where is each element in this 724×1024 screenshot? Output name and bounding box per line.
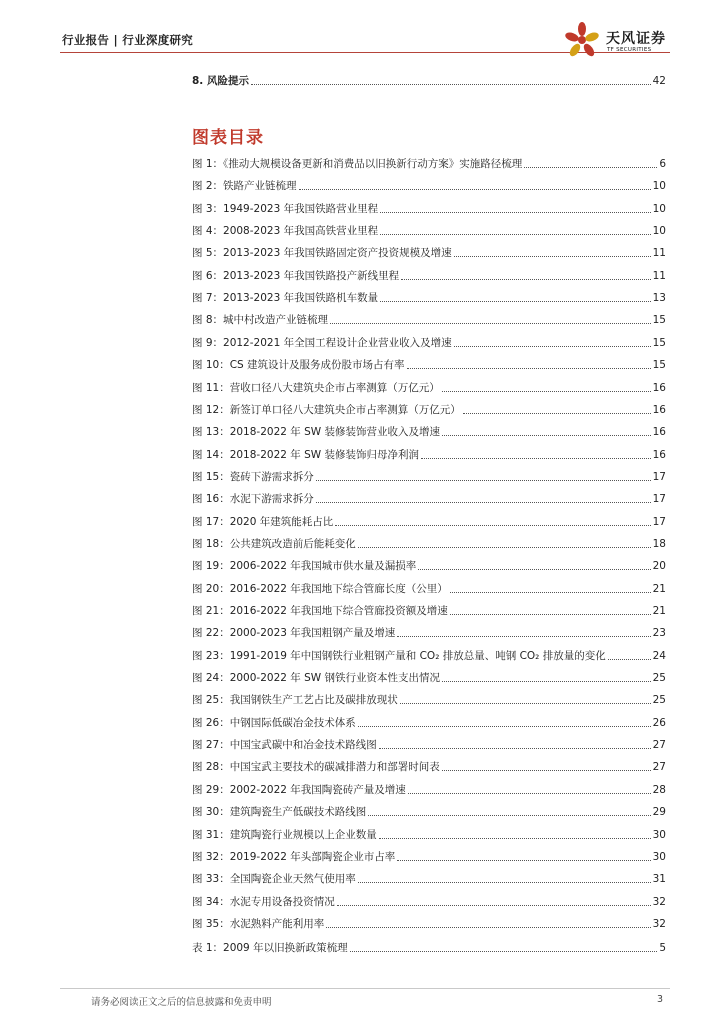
flower-logo-icon [562, 20, 602, 60]
company-logo [562, 20, 674, 60]
toc-leader [330, 323, 651, 324]
toc-entry[interactable] [192, 712, 666, 730]
toc-entry-page: 13 [652, 292, 666, 305]
toc-leader [299, 189, 651, 190]
toc-leader [380, 212, 651, 213]
toc-entry[interactable] [192, 734, 666, 752]
toc-entry[interactable] [192, 220, 666, 238]
toc-entry[interactable] [192, 488, 666, 506]
toc-entry-label: 图 12：新签订单口径八大建筑央企市占率测算（万亿元） [192, 403, 461, 416]
toc-entry-page: 30 [652, 850, 666, 863]
toc-entry-page: 23 [652, 627, 666, 640]
toc-entry-page: 31 [652, 873, 666, 886]
toc-entry-page: 24 [652, 649, 666, 662]
toc-entry-label: 图 28：中国宝武主要技术的碳减排潜力和部署时间表 [192, 761, 440, 774]
toc-leader [397, 636, 650, 637]
toc-entry-page: 20 [652, 560, 666, 573]
toc-leader [335, 525, 650, 526]
toc-entry-label: 8. 风险提示 [192, 75, 249, 87]
toc-leader [418, 569, 650, 570]
toc-entry[interactable] [192, 779, 666, 797]
toc-entry-label: 图 33：全国陶瓷企业天然气使用率 [192, 873, 356, 886]
toc-leader [608, 659, 651, 660]
toc-entry[interactable] [192, 265, 666, 283]
toc-entry-page: 17 [652, 493, 666, 506]
toc-entry-page: 21 [652, 582, 666, 595]
toc-entry-page: 10 [652, 202, 666, 215]
toc-entry-label: 图 24：2000-2022 年 SW 钢铁行业资本性支出情况 [192, 672, 440, 685]
toc-entry-page: 32 [652, 895, 666, 908]
toc-entry[interactable] [192, 913, 666, 931]
toc-leader [350, 951, 658, 952]
toc-entry[interactable] [192, 175, 666, 193]
toc-entry[interactable] [192, 533, 666, 551]
toc-entry-label: 图 20：2016-2022 年我国地下综合管廊长度（公里） [192, 582, 448, 595]
toc-entry-page: 26 [652, 716, 666, 729]
toc-entry[interactable] [192, 689, 666, 707]
toc-entry[interactable] [192, 354, 666, 372]
toc-entry-label: 图 9：2012-2021 年全国工程设计企业营业收入及增速 [192, 336, 452, 349]
toc-entry-page: 27 [652, 761, 666, 774]
toc-entry-page: 11 [652, 247, 666, 260]
toc-leader [326, 927, 650, 928]
toc-entry-label: 图 29：2002-2022 年我国陶瓷砖产量及增速 [192, 783, 406, 796]
toc-entry-label: 图 8：城中村改造产业链梳理 [192, 314, 329, 327]
toc-entry[interactable] [192, 198, 666, 216]
toc-entry-page: 17 [652, 515, 666, 528]
toc-entry[interactable] [192, 622, 666, 640]
toc-leader [379, 748, 651, 749]
toc-entry[interactable] [192, 824, 666, 842]
toc-entry-risk[interactable] [192, 70, 666, 88]
toc-entry-label: 图 15：瓷砖下游需求拆分 [192, 470, 314, 483]
footer-disclaimer: 请务必阅读正文之后的信息披露和免责申明 [91, 997, 272, 1008]
toc-entry-page: 11 [652, 269, 666, 282]
toc-entry-page: 42 [652, 75, 666, 87]
toc-entry-page: 29 [652, 806, 666, 819]
toc-entry[interactable] [192, 309, 666, 327]
toc-leader [358, 726, 651, 727]
toc-entry-label: 图 25：我国钢铁生产工艺占比及碳排放现状 [192, 694, 398, 707]
toc-entry-label: 表 1：2009 年以旧换新政策梳理 [192, 942, 348, 954]
toc-leader [407, 368, 651, 369]
toc-entry-page: 15 [652, 314, 666, 327]
toc-leader [442, 435, 651, 436]
toc-leader [463, 413, 651, 414]
toc-entry-label: 图 14：2018-2022 年 SW 装修装饰归母净利润 [192, 448, 419, 461]
toc-entry[interactable] [192, 466, 666, 484]
toc-entry[interactable] [192, 242, 666, 260]
toc-entry[interactable] [192, 667, 666, 685]
toc-leader [442, 681, 651, 682]
toc-entry-page: 15 [652, 336, 666, 349]
toc-entry[interactable] [192, 756, 666, 774]
toc-entry[interactable] [192, 399, 666, 417]
toc-entry-page: 32 [652, 917, 666, 930]
toc-entry-page: 16 [652, 403, 666, 416]
toc-entry-label: 图 18：公共建筑改造前后能耗变化 [192, 537, 356, 550]
toc-entry-page: 10 [652, 180, 666, 193]
toc-leader [442, 770, 651, 771]
toc-entry-label: 图 6：2013-2023 年我国铁路投产新线里程 [192, 269, 400, 282]
toc-leader [379, 838, 651, 839]
toc-entry[interactable] [192, 421, 666, 439]
toc-leader [358, 882, 651, 883]
toc-entry[interactable] [192, 377, 666, 395]
toc-leader [358, 547, 651, 548]
toc-entry-page: 17 [652, 470, 666, 483]
toc-entry-label: 图 16：水泥下游需求拆分 [192, 493, 314, 506]
toc-leader [251, 84, 651, 85]
toc-leader [380, 301, 651, 302]
toc-entry[interactable] [192, 891, 666, 909]
toc-leader [450, 592, 651, 593]
toc-leader [524, 167, 657, 168]
toc-entry[interactable] [192, 555, 666, 573]
toc-entry-page: 15 [652, 359, 666, 372]
toc-entry[interactable] [192, 846, 666, 864]
toc-leader [400, 703, 651, 704]
toc-entry[interactable] [192, 578, 666, 596]
toc-leader [450, 614, 651, 615]
toc-leader [442, 391, 651, 392]
toc-entry-label: 图 31：建筑陶瓷行业规模以上企业数量 [192, 828, 377, 841]
toc-entry-page: 21 [652, 605, 666, 617]
toc-entry-label: 图 34：水泥专用设备投资情况 [192, 895, 335, 908]
toc-entry-page: 28 [652, 783, 666, 796]
toc-leader [316, 502, 651, 503]
toc-entry-label: 图 5：2013-2023 年我国铁路固定资产投资规模及增速 [192, 247, 452, 260]
toc-leader [397, 860, 650, 861]
toc-leader [337, 905, 651, 906]
toc-entry-label: 图 2：铁路产业链梳理 [192, 180, 297, 193]
toc-entry-label: 图 7：2013-2023 年我国铁路机车数量 [192, 292, 379, 305]
toc-entry-page: 25 [652, 694, 666, 707]
toc-entry-page: 30 [652, 828, 666, 841]
toc-leader [454, 346, 651, 347]
toc-entry[interactable] [192, 600, 666, 618]
toc-entry-label: 图 35：水泥熟料产能利用率 [192, 917, 325, 930]
header-title: 行业报告 | 行业深度研究 [62, 33, 194, 47]
logo-subtitle: TF SECURITIES [607, 47, 652, 53]
toc-entry[interactable] [192, 801, 666, 819]
toc-entry-label: 图 26：中钢国际低碳冶金技术体系 [192, 716, 356, 729]
toc-entry[interactable] [192, 153, 666, 171]
toc-entry-page: 10 [652, 225, 666, 238]
toc-entry-label: 图 3：1949-2023 年我国铁路营业里程 [192, 202, 379, 215]
toc-entry-label: 图 23：1991-2019 年中国钢铁行业粗钢产量和 CO₂ 排放总量、吨钢 CO₂ 排放量的变化 [192, 649, 606, 662]
toc-leader [380, 234, 651, 235]
toc-entry-page: 16 [652, 448, 666, 461]
toc-entry-label: 图 27：中国宝武碳中和冶金技术路线图 [192, 739, 377, 752]
toc-entry-label: 图 22：2000-2023 年我国粗钢产量及增速 [192, 627, 396, 640]
toc-entry-label: 图 21：2016-2022 年我国地下综合管廊投资额及增速 [192, 605, 448, 617]
toc-entry-label: 图 4：2008-2023 年我国高铁营业里程 [192, 225, 379, 238]
toc-entry-label: 图 17：2020 年建筑能耗占比 [192, 515, 334, 528]
toc-leader [368, 815, 650, 816]
toc-entry-label: 图 32：2019-2022 年头部陶瓷企业市占率 [192, 850, 396, 863]
logo-name: 天风证券 [606, 31, 666, 47]
toc-entry-page: 18 [652, 537, 666, 550]
toc-entry-page: 16 [652, 381, 666, 394]
toc-entry-label: 图 10：CS 建筑设计及服务成份股市场占有率 [192, 359, 405, 372]
toc-entry-label: 图 30：建筑陶瓷生产低碳技术路线图 [192, 806, 367, 819]
section-title: 图表目录 [192, 128, 264, 148]
toc-leader [408, 793, 651, 794]
toc-entry-page: 25 [652, 672, 666, 685]
toc-entry[interactable] [192, 444, 666, 462]
toc-entry[interactable] [192, 287, 666, 305]
toc-entry-page: 27 [652, 739, 666, 752]
toc-entry-page: 16 [652, 426, 666, 439]
toc-entry[interactable] [192, 511, 666, 529]
toc-entry[interactable] [192, 937, 666, 955]
toc-leader [316, 480, 651, 481]
footer-page-number: 3 [657, 994, 664, 1005]
toc-entry[interactable] [192, 645, 666, 663]
toc-leader [454, 256, 651, 257]
toc-entry-page: 5 [659, 942, 666, 954]
toc-entry-label: 图 19：2006-2022 年我国城市供水量及漏损率 [192, 560, 417, 573]
toc-entry-label: 图 11：营收口径八大建筑央企市占率测算（万亿元） [192, 381, 440, 394]
toc-entry-page: 6 [659, 158, 666, 170]
toc-entry-label: 图 13：2018-2022 年 SW 装修装饰营业收入及增速 [192, 426, 440, 439]
toc-leader [421, 458, 651, 459]
toc-entry[interactable] [192, 332, 666, 350]
toc-leader [401, 279, 651, 280]
footer-rule [60, 988, 670, 989]
toc-entry-label: 图 1：《推动大规模设备更新和消费品以旧换新行动方案》实施路径梳理 [192, 158, 523, 170]
toc-entry[interactable] [192, 868, 666, 886]
